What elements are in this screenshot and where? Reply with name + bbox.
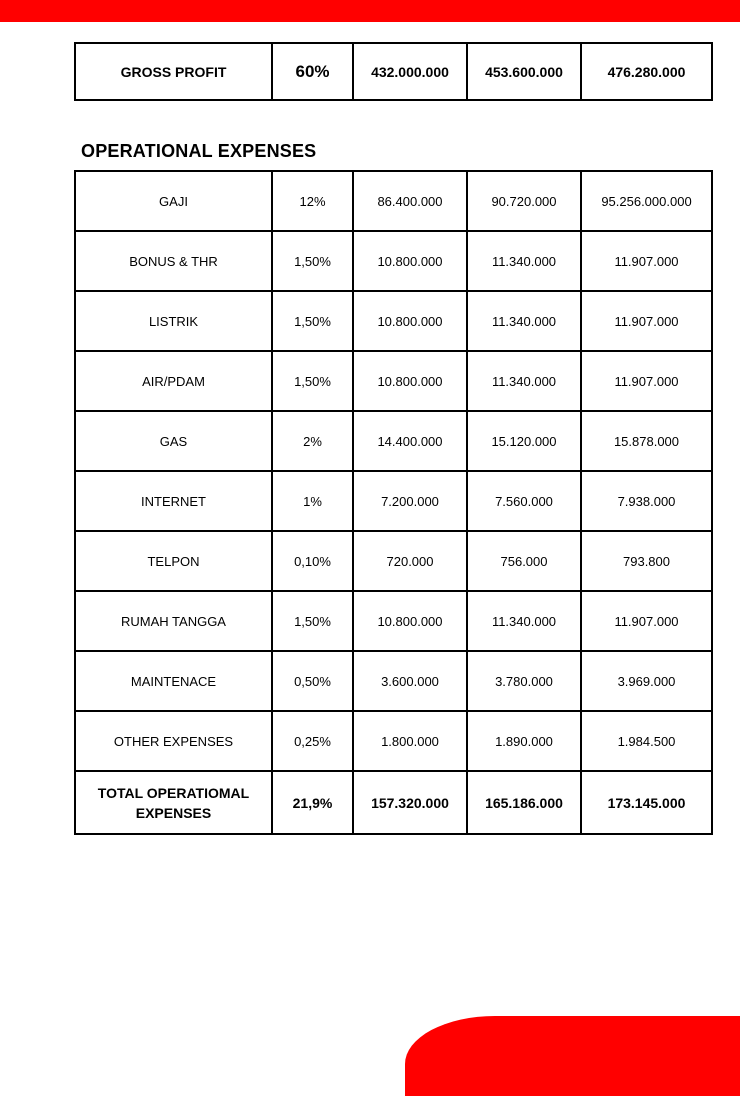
cell-year1: 10.800.000 xyxy=(353,351,467,411)
cell-year2: 1.890.000 xyxy=(467,711,581,771)
gross-profit-row xyxy=(75,43,712,100)
operational-expenses-table xyxy=(74,170,713,835)
cell-label: OTHER EXPENSES xyxy=(75,711,272,771)
cell-label: INTERNET xyxy=(75,471,272,531)
table-row xyxy=(75,711,712,771)
cell-year1: 1.800.000 xyxy=(353,711,467,771)
cell-percent: 2% xyxy=(272,411,353,471)
cell-year2: 11.340.000 xyxy=(467,351,581,411)
cell-year3: 11.907.000 xyxy=(581,351,712,411)
cell-year1: 3.600.000 xyxy=(353,651,467,711)
cell-year1: 86.400.000 xyxy=(353,171,467,231)
cell-label: MAINTENACE xyxy=(75,651,272,711)
cell-year1: 720.000 xyxy=(353,531,467,591)
table-row xyxy=(75,351,712,411)
gross-profit-year3: 476.280.000 xyxy=(581,43,712,100)
cell-year3: 1.984.500 xyxy=(581,711,712,771)
cell-year1: 10.800.000 xyxy=(353,591,467,651)
cell-year3: 11.907.000 xyxy=(581,291,712,351)
cell-year3: 11.907.000 xyxy=(581,231,712,291)
total-year2: 165.186.000 xyxy=(467,771,581,834)
operational-expenses-body xyxy=(75,171,712,834)
cell-label: AIR/PDAM xyxy=(75,351,272,411)
cell-year2: 11.340.000 xyxy=(467,291,581,351)
total-row xyxy=(75,771,712,834)
cell-percent: 1% xyxy=(272,471,353,531)
gross-profit-label: GROSS PROFIT xyxy=(75,43,272,100)
cell-year3: 95.256.000.000 xyxy=(581,171,712,231)
cell-percent: 12% xyxy=(272,171,353,231)
cell-year3: 793.800 xyxy=(581,531,712,591)
cell-year3: 11.907.000 xyxy=(581,591,712,651)
gross-profit-year2: 453.600.000 xyxy=(467,43,581,100)
table-row xyxy=(75,591,712,651)
cell-year1: 10.800.000 xyxy=(353,231,467,291)
table-row xyxy=(75,531,712,591)
cell-year2: 11.340.000 xyxy=(467,591,581,651)
total-year1: 157.320.000 xyxy=(353,771,467,834)
total-label: TOTAL OPERATIOMAL EXPENSES xyxy=(75,771,272,834)
cell-year1: 7.200.000 xyxy=(353,471,467,531)
cell-label: BONUS & THR xyxy=(75,231,272,291)
table-row xyxy=(75,291,712,351)
cell-year1: 10.800.000 xyxy=(353,291,467,351)
total-year3: 173.145.000 xyxy=(581,771,712,834)
total-percent: 21,9% xyxy=(272,771,353,834)
cell-year3: 7.938.000 xyxy=(581,471,712,531)
table-row xyxy=(75,171,712,231)
cell-label: LISTRIK xyxy=(75,291,272,351)
cell-year3: 3.969.000 xyxy=(581,651,712,711)
cell-percent: 1,50% xyxy=(272,231,353,291)
cell-year3: 15.878.000 xyxy=(581,411,712,471)
cell-percent: 1,50% xyxy=(272,591,353,651)
table-row xyxy=(75,651,712,711)
cell-year1: 14.400.000 xyxy=(353,411,467,471)
cell-label: GAJI xyxy=(75,171,272,231)
cell-year2: 3.780.000 xyxy=(467,651,581,711)
cell-percent: 0,25% xyxy=(272,711,353,771)
cell-year2: 11.340.000 xyxy=(467,231,581,291)
cell-year2: 15.120.000 xyxy=(467,411,581,471)
table-row xyxy=(75,411,712,471)
gross-profit-table xyxy=(74,42,713,101)
cell-percent: 0,50% xyxy=(272,651,353,711)
cell-year2: 756.000 xyxy=(467,531,581,591)
cell-percent: 1,50% xyxy=(272,291,353,351)
section-title: OPERATIONAL EXPENSES xyxy=(81,141,317,161)
gross-profit-percent: 60% xyxy=(272,43,353,100)
cell-percent: 1,50% xyxy=(272,351,353,411)
table-row xyxy=(75,471,712,531)
cell-percent: 0,10% xyxy=(272,531,353,591)
cell-label: RUMAH TANGGA xyxy=(75,591,272,651)
cell-year2: 90.720.000 xyxy=(467,171,581,231)
cell-year2: 7.560.000 xyxy=(467,471,581,531)
table-row xyxy=(75,231,712,291)
cell-label: TELPON xyxy=(75,531,272,591)
top-accent-bar xyxy=(0,0,740,22)
gross-profit-year1: 432.000.000 xyxy=(353,43,467,100)
bottom-accent-shape xyxy=(405,1016,740,1096)
cell-label: GAS xyxy=(75,411,272,471)
